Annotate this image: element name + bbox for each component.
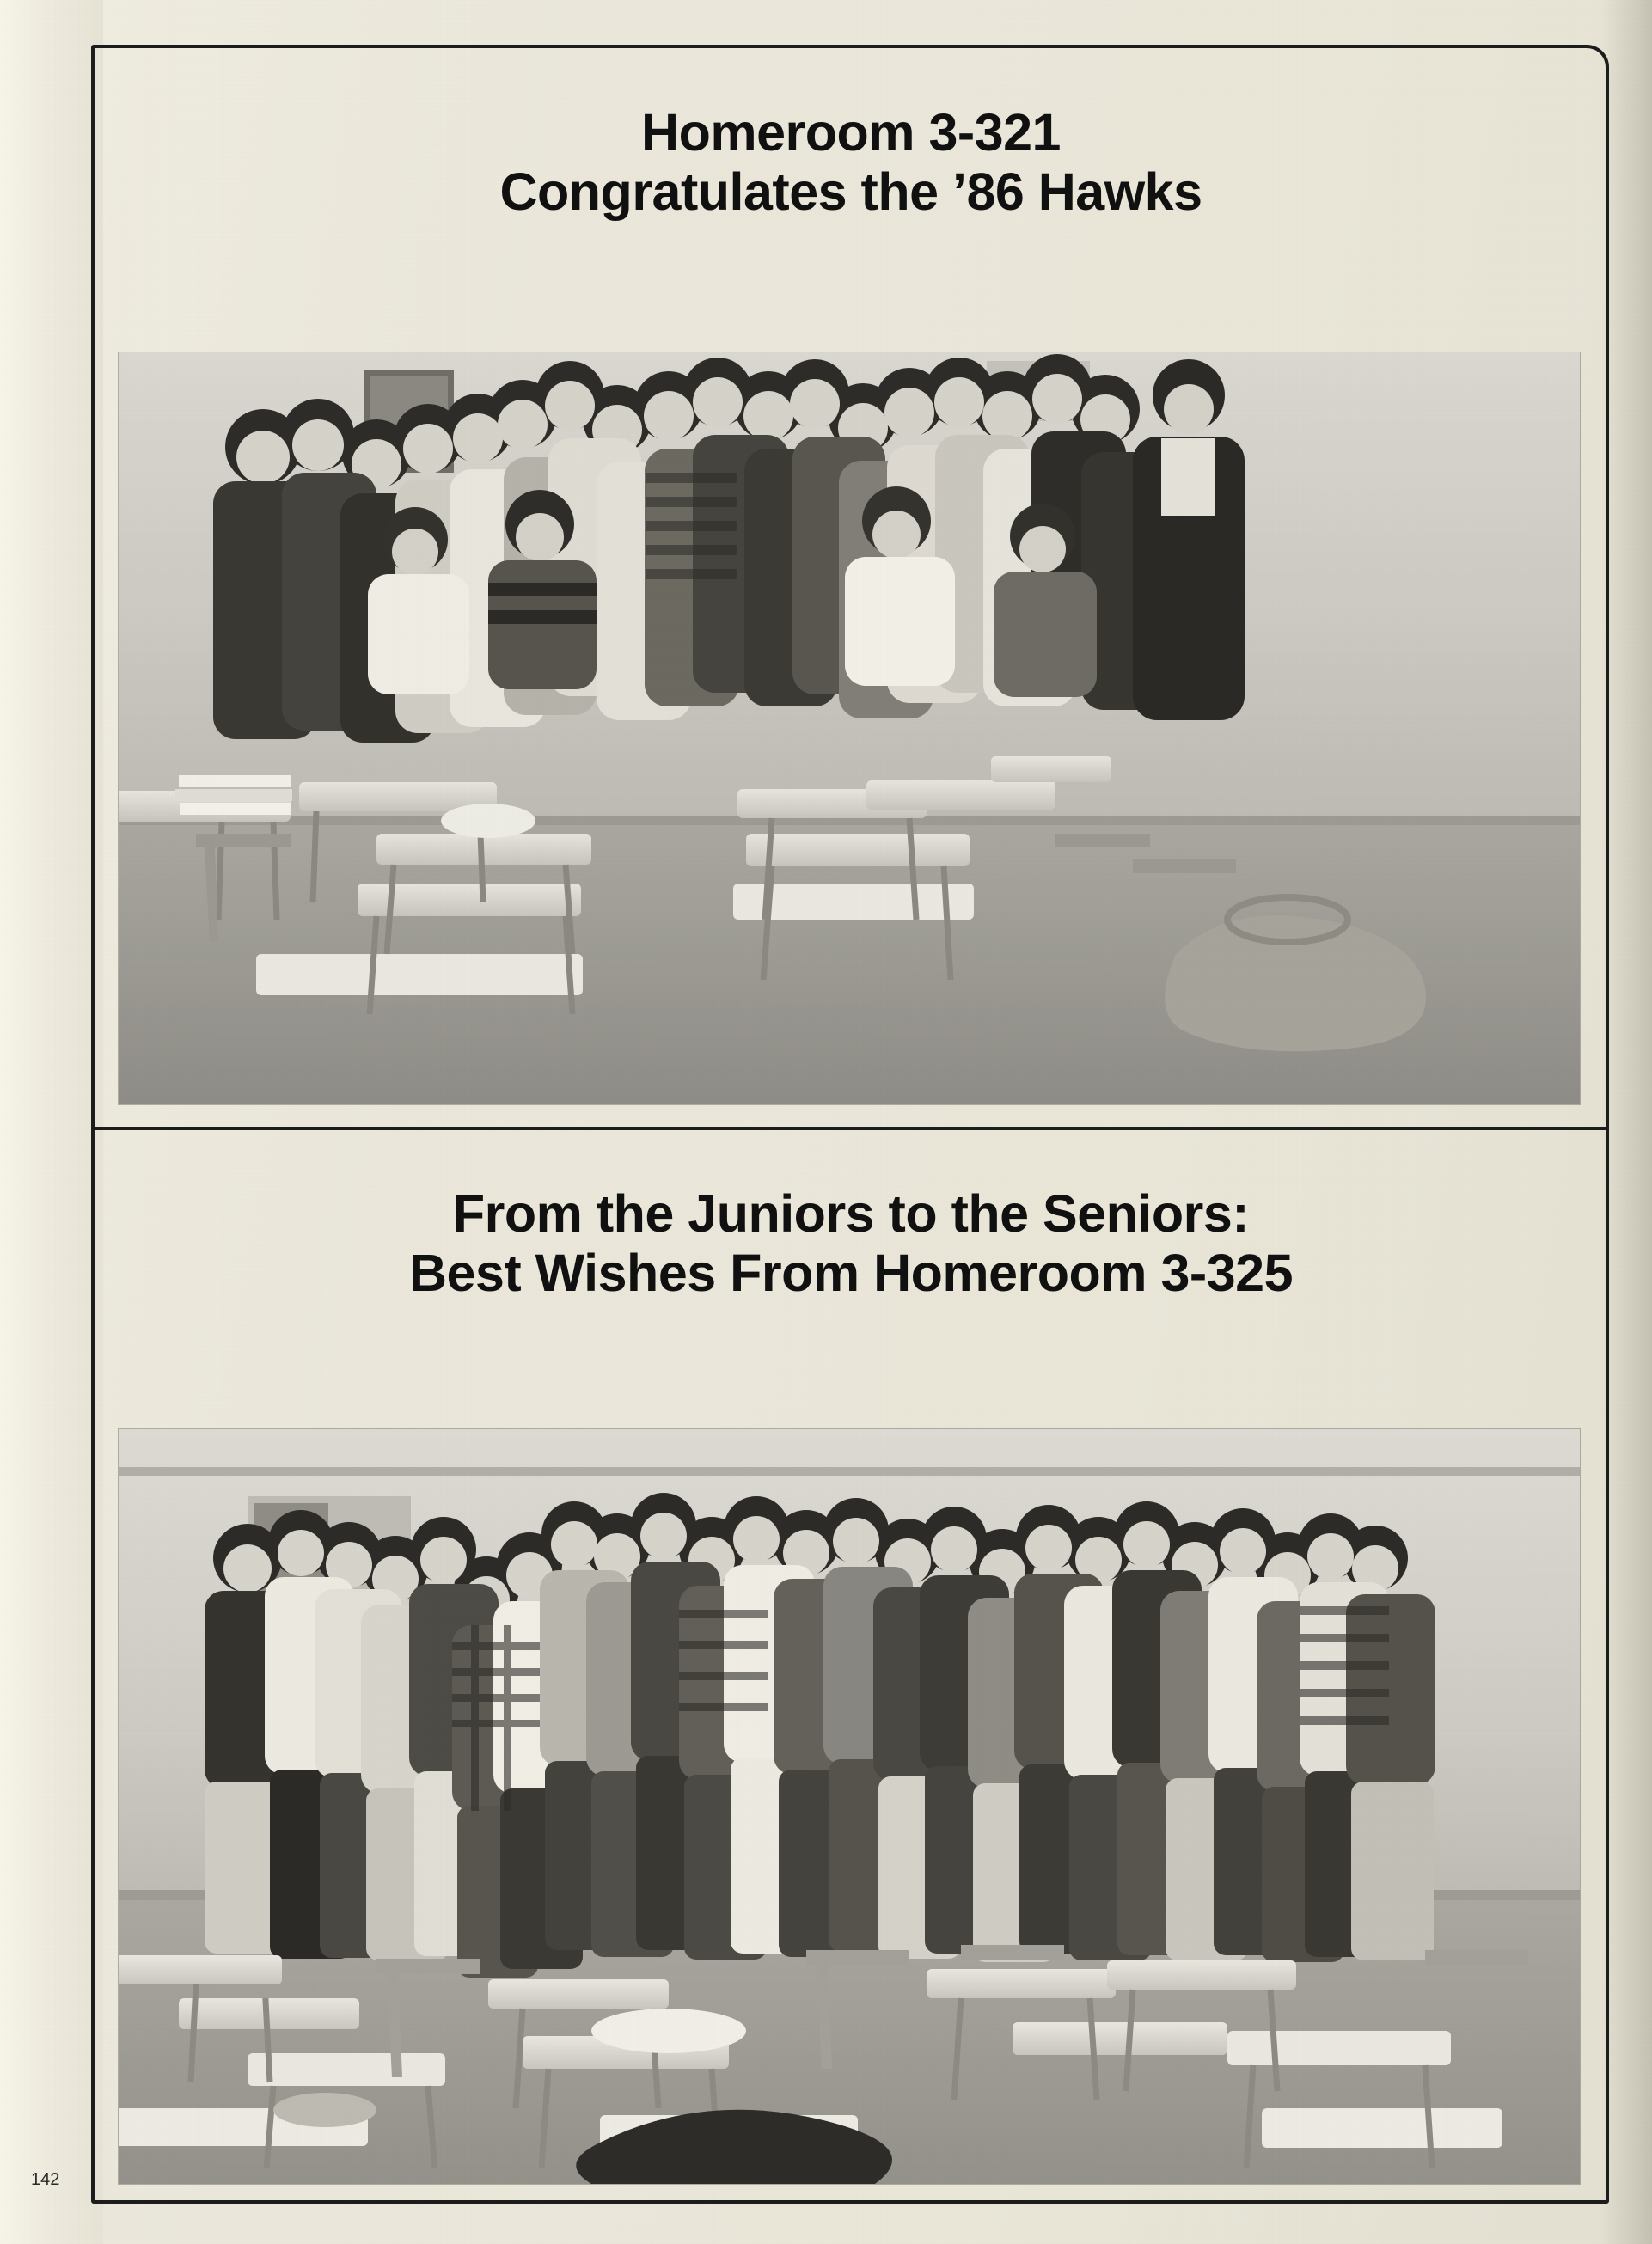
homeroom-3-325-class-photo — [119, 1429, 1580, 2184]
panel-divider-rule — [91, 1127, 1609, 1130]
page-left-sheen — [0, 0, 103, 2244]
heading-line-2: Best Wishes From Homeroom 3-325 — [408, 1243, 1294, 1302]
heading-line-1: Homeroom 3-321 — [641, 103, 1061, 162]
heading-line-1: From the Juniors to the Seniors: — [452, 1184, 1250, 1243]
homeroom-3-321-class-photo — [119, 352, 1580, 1104]
heading-line-2: Congratulates the ’86 Hawks — [499, 162, 1202, 221]
page-number: 142 — [31, 2170, 60, 2189]
heading-homeroom-3-325 — [120, 1184, 1582, 1303]
heading-homeroom-3-321 — [120, 103, 1582, 222]
